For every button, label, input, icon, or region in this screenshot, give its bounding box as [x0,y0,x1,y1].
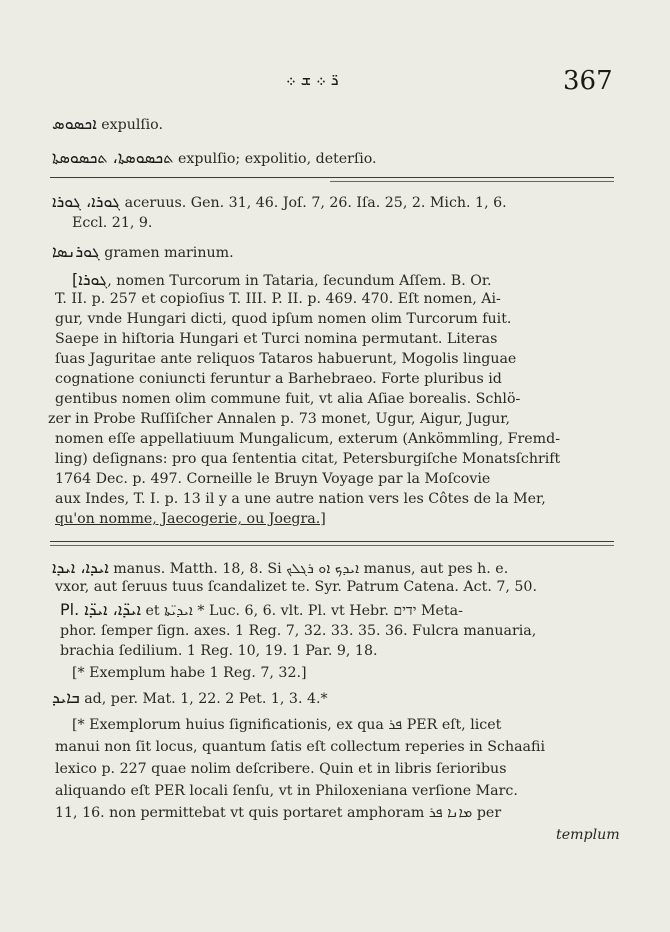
syriac-plural: Pl. ܐܝܕ̈ܐ، ܐܝܕ̈ܐ [60,600,142,619]
entry-line [52,148,612,169]
entry-line: Eccl. 21, 9. [72,215,153,231]
syriac-headword: ܒܐܝܕ [52,688,80,707]
entry-text: , nomen Turcorum in Tataria, ſecundum Aſſem. B. Or. [107,273,492,289]
page-number: 367 [563,66,613,96]
entry-line: T. II. p. 257 et copioſius T. III. P. II. p. 469. 470. Eſt nomen, Ai- [55,291,501,307]
entry-line [60,600,620,621]
syriac-headword: ܐܝܕܐ، ܐܝܕܐ [52,558,109,577]
syriac-headword: ܓܘܪܐ، ܓܘܪܐ [52,192,121,211]
entry-line: 1764 Dec. p. 497. Corneille le Bruyn Voyage par la Moſcovie [55,471,491,487]
entry-line: ling) deſignans: pro qua ſententia citat, Petersburgiſche Monatsſchrift [55,451,561,467]
syriac-headword: ܓܘܪܢܣܐ [52,242,100,261]
entry-line: aux Indes, T. I. p. 13 il y a une autre nation vers les Côtes de la Mer, [55,491,546,507]
entry-text: gramen marinum. [104,245,234,261]
entry-line: gentibus nomen olim commune fuit, vt alia Aſiae borealis. Schlö- [55,391,521,407]
entry-line: 11, 16. non permittebat vt quis portaret amphoram ܡܐܢܐ ܦܪ per [55,805,502,821]
entry-line [52,242,612,263]
section-rule [50,177,614,178]
syriac-headword: ܬܟܣܘܣܬܐ، ܬܟܣܘܣܬܐ [52,148,174,167]
entry-line: templum [556,827,620,843]
entry-line [52,558,612,579]
section-rule [50,541,614,542]
entry-text: manus. Matth. 18, 8. Si ܐܝܕܟ ܐܘ ܪܓܠܟ manus, aut pes h. e. [113,561,509,577]
entry-line: nomen eſſe appellatiuum Mungalicum, exterum (Ankömmling, Fremd- [55,431,560,447]
entry-text: aceruus. Gen. 31, 46. Joſ. 7, 26. Iſa. 25, 2. Mich. 1, 6. [124,195,507,211]
entry-line: ſuas Jaguritae ante reliquos Tataros habuerunt, Mogolis linguae [55,351,517,367]
running-head: ܪ̈ ܀ ܫ ܀ [286,70,339,89]
entry-text: expulſio. [101,117,163,133]
entry-line: vxor, aut ſeruus tuus ſcandalizet te. Syr. Patrum Catena. Act. 7, 50. [55,579,537,595]
entry-line: gur, vnde Hungari dicti, quod ipſum nomen olim Turcorum fuit. [55,311,512,327]
entry-line: [* Exemplorum huius ſignificationis, ex qua ܦܪ PER eſt, licet [72,717,502,733]
syriac-headword: [ܓܘܪܐ [72,270,108,289]
entry-line [52,114,612,135]
section-rule-thin [50,545,614,546]
entry-line: zer in Probe Ruſſiſcher Annalen p. 73 monet, Ugur, Aigur, Jugur, [48,411,510,427]
entry-line: brachia ſedilium. 1 Reg. 10, 19. 1 Par. 9, 18. [60,643,378,659]
entry-line: manui non ſit locus, quantum ſatis eſt collectum reperies in Schaafii [55,739,546,755]
entry-line: [* Exemplum habe 1 Reg. 7, 32.] [72,665,307,681]
entry-line [72,270,632,291]
section-rule-thin [330,181,614,182]
entry-line: lexico p. 227 quae nolim deſcribere. Quin et in libris ſerioribus [55,761,507,777]
entry-text: expulſio; expolitio, deterſio. [177,151,377,167]
entry-line [52,192,612,213]
entry-line: aliquando eſt PER locali ſenſu, vt in Philoxeniana verſione Marc. [55,783,518,799]
entry-line: Saepe in hiſtoria Hungari et Turci nomina permutant. Literas [55,331,498,347]
entry-text: et ܐܝܕܝ̈ܬܐ * Luc. 6, 6. vlt. Pl. vt Hebr. ידים Meta- [145,603,463,619]
entry-line: cognatione coniuncti feruntur a Barhebraeo. Forte pluribus id [55,371,502,387]
entry-line: phor. ſemper ſign. axes. 1 Reg. 7, 32. 33. 35. 36. Fulcra manuaria, [60,623,537,639]
syriac-headword: ܐܟܣܘܣ [52,114,97,133]
entry-line: qu'on nomme, Jaecogerie, ou Joegra.] [55,511,326,527]
entry-line [52,688,612,709]
entry-text: ad, per. Mat. 1, 22. 2 Pet. 1, 3. 4.* [84,691,328,707]
